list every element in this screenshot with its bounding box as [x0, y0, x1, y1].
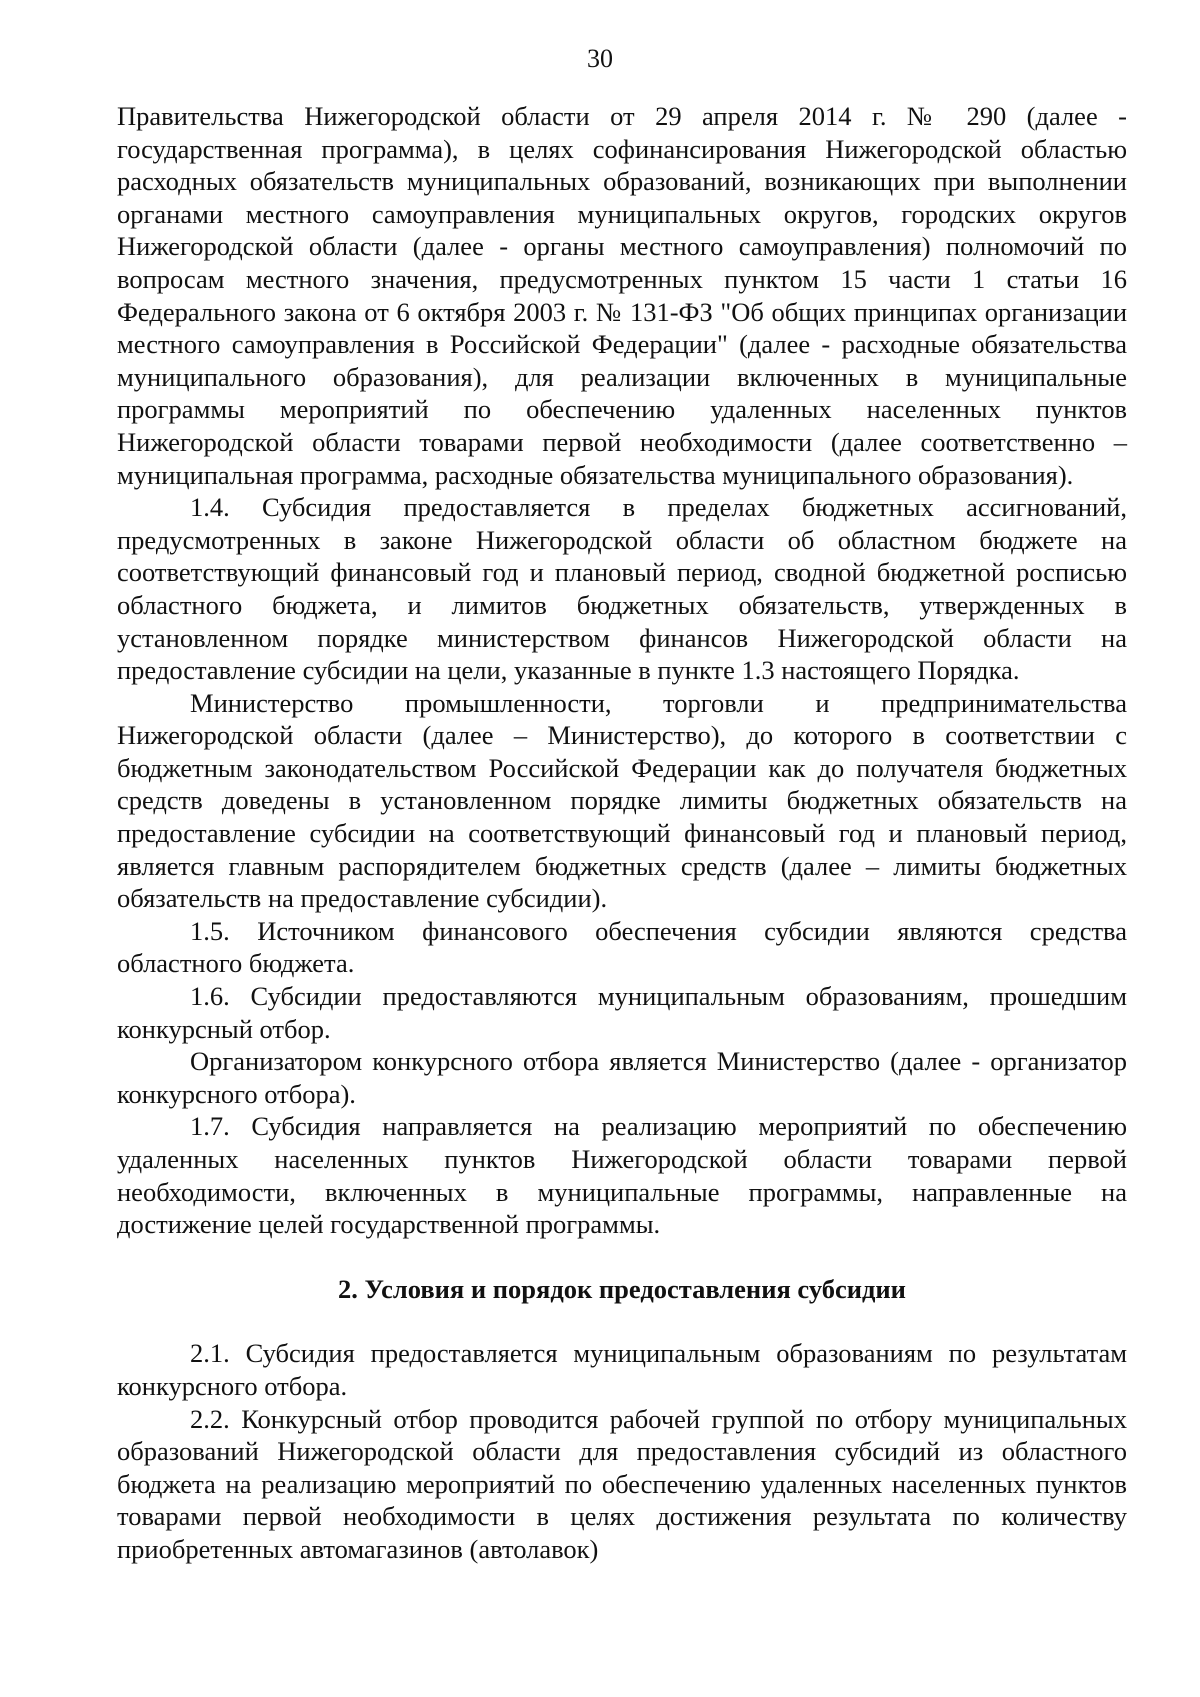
- paragraph-1-4: 1.4. Субсидия предоставляется в пределах бюджетных ассигнований, предусмотренных в законе Нижегородской области об областном бюджете на соответствующий финансовый год и плановый период, сводной бюджетной росписью областного бюджета, и лимитов бюджетных обязательств, утвержденных в установленном порядке министерством финансов Нижегородской области на предоставление субсидии на цели, указанные в пункте 1.3 настоящего Порядка.: [117, 492, 1127, 686]
- paragraph-ministry: Министерство промышленности, торговли и предпринимательства Нижегородской области (далее – Министерство), до которого в соответствии с бюджетным законодательством Российской Федерации как до получателя бюджетных средств доведены в установленном порядке лимиты бюджетных обязательств на предоставление субсидии на соответствующий финансовый год и плановый период, является главным распорядителем бюджетных средств (далее – лимиты бюджетных обязательств на предоставление субсидии).: [117, 687, 1127, 914]
- section-heading: 2. Условия и порядок предоставления субсидии: [338, 1273, 906, 1304]
- paragraph-continuation: Правительства Нижегородской области от 29 апреля 2014 г. № 290 (далее - государственная программа), в целях софинансирования Нижегородской областью расходных обязательств муниципальных образований, возникающих при выполнении органами местного самоуправления муниципальных округов, городских округов Нижегородской области (далее - органы местного самоуправления) полномочий по вопросам местного значения, предусмотренных пунктом 15 части 1 статьи 16 Федерального закона от 6 октября 2003 г. № 131-ФЗ "Об общих принципах организации местного самоуправления в Российской Федерации" (далее - расходные обязательства муниципального образования), для реализации включенных в муниципальные программы мероприятий по обеспечению удаленных населенных пунктов Нижегородской области товарами первой необходимости (далее соответственно – муниципальная программа, расходные обязательства муниципального образования).: [117, 101, 1127, 490]
- paragraph-1-6: 1.6. Субсидии предоставляются муниципальным образованиям, прошедшим конкурсный отбор.: [117, 981, 1127, 1044]
- paragraph-2-2: 2.2. Конкурсный отбор проводится рабочей группой по отбору муниципальных образований Нижегородской области для предоставления субсидий из областного бюджета на реализацию мероприятий по обеспечению удаленных населенных пунктов товарами первой необходимости в целях достижения результата по количеству приобретенных автомагазинов (автолавок): [117, 1403, 1127, 1564]
- document-body: [117, 100, 1127, 1566]
- paragraph-1-5: 1.5. Источником финансового обеспечения субсидии являются средства областного бюджета.: [117, 915, 1127, 979]
- paragraph-organizer: Организатором конкурсного отбора является Министерство (далее - организатор конкурсного отбора).: [117, 1046, 1127, 1109]
- paragraph-2-1: 2.1. Субсидия предоставляется муниципальным образованиям по результатам конкурсного отбора.: [117, 1338, 1127, 1401]
- paragraph-1-7: 1.7. Субсидия направляется на реализацию мероприятий по обеспечению удаленных населенных пунктов Нижегородской области товарами первой необходимости, включенных в муниципальные программы, направленные на достижение целей государственной программы.: [117, 1111, 1127, 1240]
- page-number: 30: [587, 44, 613, 73]
